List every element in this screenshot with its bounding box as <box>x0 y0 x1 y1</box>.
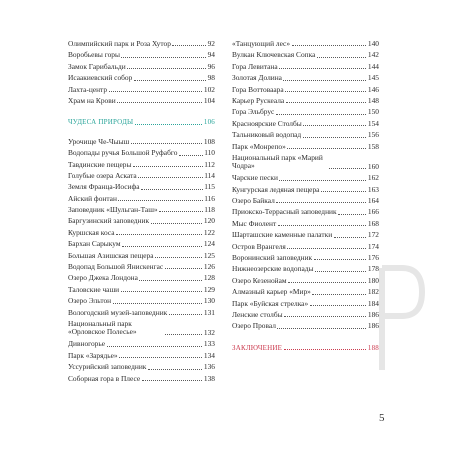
toc-entry-page: 186 <box>367 309 379 319</box>
toc-entry-page: 188 <box>367 343 379 352</box>
toc-entry <box>232 300 379 308</box>
toc-entry <box>232 154 379 171</box>
dot-leader <box>172 45 206 46</box>
toc-entry-title: Дивногорье <box>68 339 106 349</box>
toc-entry <box>232 143 379 151</box>
dot-leader <box>139 280 202 281</box>
dot-leader <box>151 223 203 224</box>
toc-entry <box>68 86 215 94</box>
toc-entry-page: 184 <box>367 298 379 308</box>
toc-entry <box>68 149 215 157</box>
dot-leader <box>165 268 203 269</box>
dot-leader <box>109 91 203 92</box>
dot-leader <box>107 346 203 347</box>
toc-entry <box>232 322 379 330</box>
toc-entry-page: 162 <box>367 173 379 183</box>
dot-leader <box>116 234 202 235</box>
toc-entry <box>68 352 215 360</box>
toc-entry-title: «Танцующий лес» <box>232 39 291 48</box>
dot-leader <box>303 125 366 126</box>
toc-entry <box>232 197 379 205</box>
toc-entry-page: 131 <box>203 307 215 317</box>
toc-entry <box>68 217 215 225</box>
toc-entry <box>232 51 379 59</box>
dot-leader <box>141 189 203 190</box>
toc-entry <box>68 97 215 105</box>
toc-entry-title: Ленские столбы <box>232 309 283 319</box>
dot-leader <box>315 271 366 272</box>
toc-entry <box>68 195 215 203</box>
toc-entry-page: 102 <box>203 84 215 94</box>
dot-leader <box>279 180 366 181</box>
toc-entry-title: Вулкан Ключевская Сопка <box>232 50 316 60</box>
toc-entry-title: Земля Франца-Иосифа <box>68 182 140 192</box>
toc-entry <box>232 243 379 251</box>
toc-entry-page: 94 <box>207 50 215 60</box>
toc-entry <box>68 63 215 71</box>
toc-entry-title: Урочище Че-Чыыш <box>68 136 130 146</box>
toc-entry <box>232 86 379 94</box>
toc-entry <box>68 286 215 294</box>
toc-entry-page: 178 <box>367 264 379 274</box>
toc-left-column <box>68 40 215 386</box>
toc-entry-page: 134 <box>203 350 215 360</box>
toc-entry-page: 98 <box>207 73 215 83</box>
dot-leader <box>278 225 367 226</box>
dot-leader <box>303 137 367 138</box>
dot-leader <box>277 328 366 329</box>
toc-entry-page: 160 <box>367 161 379 171</box>
dot-leader <box>310 305 367 306</box>
toc-entry-title: Лахта-центр <box>68 84 108 94</box>
toc-entry-title: Таловские чаши <box>68 284 120 294</box>
toc-entry <box>232 265 379 273</box>
dot-leader <box>155 257 202 258</box>
toc-entry-title: Водопады ручья Большой Руфабго <box>68 148 178 158</box>
toc-entry-page: 138 <box>203 373 215 383</box>
toc-entry-title: Озеро Байкал <box>232 196 275 206</box>
toc-entry-title: Остров Врангеля <box>232 241 286 251</box>
dot-leader <box>118 200 202 201</box>
toc-entry-page: 146 <box>367 84 379 94</box>
toc-entry-title: Олимпийский парк и Роза Хутор <box>68 39 171 48</box>
toc-entry-title: Тавдинские пещеры <box>68 159 132 169</box>
toc-entry <box>232 311 379 319</box>
toc-entry-title: Воробьевы горы <box>68 50 120 60</box>
dot-leader <box>276 202 366 203</box>
dot-leader <box>329 168 367 169</box>
toc-entry-page: 118 <box>204 205 215 215</box>
toc-entry-page: 163 <box>367 184 379 194</box>
dot-leader <box>169 314 203 315</box>
toc-entry-title: Тальниковый водопад <box>232 130 302 140</box>
toc-entry <box>68 363 215 371</box>
toc-entry <box>232 288 379 296</box>
toc-entry-title: Замок Гарибальди <box>68 61 126 71</box>
toc-entry <box>68 206 215 214</box>
toc-entry-title: Парк «Монрепо» <box>232 141 286 151</box>
spacer <box>232 334 379 344</box>
dot-leader <box>287 148 366 149</box>
toc-entry-page: 124 <box>203 239 215 249</box>
toc-entry-title: Большая Азишская пещера <box>68 250 154 260</box>
dot-leader <box>142 380 203 381</box>
toc-entry <box>68 51 215 59</box>
toc-entry-title: Гора Эльбрус <box>232 107 275 117</box>
dot-leader <box>121 57 206 58</box>
toc-entry-title: ЧУДЕСА ПРИРОДЫ <box>68 118 134 127</box>
toc-entry-title: Мыс Фиолент <box>232 218 277 228</box>
dot-leader <box>279 68 366 69</box>
dot-leader <box>159 211 203 212</box>
toc-entry-page: 132 <box>203 327 215 337</box>
dot-leader <box>292 45 367 46</box>
toc-entry <box>232 231 379 239</box>
dot-leader <box>286 102 367 103</box>
toc-entry <box>68 138 215 146</box>
toc-entry-page: 129 <box>203 284 215 294</box>
toc-entry <box>232 254 379 262</box>
dot-leader <box>135 124 203 125</box>
dot-leader <box>283 80 366 81</box>
toc-entry-title: Храм на Крови <box>68 95 116 105</box>
toc-entry-page: 112 <box>204 159 215 169</box>
toc-entry-page: 92 <box>207 39 215 48</box>
toc-entry-title: Национальный парк «Марий Чодра» <box>232 152 323 171</box>
toc-entry <box>232 74 379 82</box>
toc-entry-page: 168 <box>367 218 379 228</box>
toc-entry-title: Заповедник «Шульган-Таш» <box>68 205 158 215</box>
toc-entry-title: Гора Воттоваара <box>232 84 284 94</box>
dot-leader <box>113 303 203 304</box>
toc-entry <box>232 174 379 182</box>
dot-leader <box>338 214 366 215</box>
dot-leader <box>314 259 367 260</box>
toc-entry-title: Уссурийский заповедник <box>68 362 147 372</box>
toc-entry-title: Шарташские каменные палатки <box>232 230 333 240</box>
toc-entry-page: 126 <box>203 262 215 272</box>
toc-entry <box>68 263 215 271</box>
toc-entry <box>232 63 379 71</box>
toc-entry-page: 128 <box>203 273 215 283</box>
toc-entry <box>68 172 215 180</box>
toc-entry-page: 108 <box>203 136 215 146</box>
dot-leader <box>276 114 367 115</box>
toc-entry-page: 164 <box>367 196 379 206</box>
dot-leader <box>117 102 202 103</box>
toc-entry <box>232 120 379 128</box>
toc-entry-title: Баргузинский заповедник <box>68 216 150 226</box>
toc-entry-page: 180 <box>367 275 379 285</box>
toc-entry <box>232 108 379 116</box>
toc-entry-title: Карьер Рускеала <box>232 95 285 105</box>
toc-entry <box>232 220 379 228</box>
toc-entry-title: Озеро Эльтон <box>68 296 112 306</box>
toc-entry <box>232 40 379 48</box>
toc-entry-title: Гора Левитана <box>232 61 278 71</box>
toc-entry-page: 116 <box>204 193 215 203</box>
toc-entry-title: Озеро Джека Лондона <box>68 273 138 283</box>
toc-entry <box>232 97 379 105</box>
spacer <box>68 108 215 118</box>
toc-entry-page: 158 <box>367 141 379 151</box>
dot-leader <box>284 349 367 350</box>
toc-entry-title: Водопад Большой Янискенгас <box>68 262 164 272</box>
toc-entry-page: 156 <box>367 130 379 140</box>
toc-entry-page: 133 <box>203 339 215 349</box>
toc-entry-page: 166 <box>367 207 379 217</box>
toc-entry-page: 145 <box>367 73 379 83</box>
toc-entry-title: Парк «Буйская стрелка» <box>232 298 309 308</box>
toc-entry <box>68 183 215 191</box>
dot-leader <box>179 155 203 156</box>
toc-entry-title: Воронинский заповедник <box>232 253 313 263</box>
toc-entry <box>232 208 379 216</box>
toc-entry-page: 104 <box>203 95 215 105</box>
toc-entry-page: 122 <box>203 227 215 237</box>
toc-entry-page: 150 <box>367 107 379 117</box>
toc-entry-title: Озеро Кезенойам <box>232 275 287 285</box>
toc-entry-page: 114 <box>204 170 215 180</box>
dot-leader <box>148 369 203 370</box>
dot-leader <box>285 91 366 92</box>
dot-leader <box>131 143 203 144</box>
toc-entry <box>68 229 215 237</box>
toc-entry-title: Чарские пески <box>232 173 278 183</box>
toc-entry-title: Вологодский музей-заповедник <box>68 307 168 317</box>
toc-entry-page: 110 <box>204 148 215 158</box>
toc-entry <box>68 240 215 248</box>
dot-leader <box>134 80 206 81</box>
toc-right-column <box>232 40 379 355</box>
toc-entry-page: 106 <box>203 118 215 127</box>
dot-leader <box>284 316 366 317</box>
toc-section-heading <box>68 118 215 126</box>
toc-conclusion-heading <box>232 344 379 352</box>
toc-entry-page: 172 <box>367 230 379 240</box>
toc-entry-title: Приокско-Террасный заповедник <box>232 207 337 217</box>
toc-entry <box>68 340 215 348</box>
toc-entry-title: Исаакиевский собор <box>68 73 133 83</box>
toc-entry-page: 115 <box>204 182 215 192</box>
page-number: 5 <box>379 412 385 424</box>
toc-entry-page: 186 <box>367 321 379 331</box>
toc-entry-title: Золотая Долина <box>232 73 282 83</box>
toc-entry-page: 125 <box>203 250 215 260</box>
toc-entry <box>68 274 215 282</box>
toc-entry-title: Бархан Сарыкум <box>68 239 121 249</box>
toc-entry-page: 140 <box>367 39 379 48</box>
dot-leader <box>312 294 366 295</box>
toc-entry-page: 130 <box>203 296 215 306</box>
dot-leader <box>321 191 366 192</box>
toc-entry <box>68 74 215 82</box>
toc-entry-title: Алмазный карьер «Мир» <box>232 287 311 297</box>
toc-entry <box>68 297 215 305</box>
dot-leader <box>287 248 366 249</box>
toc-entry-page: 182 <box>367 287 379 297</box>
toc-entry-title: ЗАКЛЮЧЕНИЕ <box>232 343 283 352</box>
toc-entry <box>68 40 215 48</box>
dot-leader <box>122 246 202 247</box>
dot-leader <box>334 237 367 238</box>
dot-leader <box>288 282 366 283</box>
toc-entry <box>232 131 379 139</box>
dot-leader <box>133 166 203 167</box>
dot-leader <box>121 291 203 292</box>
toc-entry <box>68 320 215 337</box>
toc-entry-title: Нижнеозерские водопады <box>232 264 314 274</box>
dot-leader <box>165 334 203 335</box>
toc-entry <box>68 252 215 260</box>
toc-entry-page: 96 <box>207 61 215 71</box>
toc-entry <box>232 277 379 285</box>
toc-entry-page: 142 <box>367 50 379 60</box>
toc-entry-page: 148 <box>367 95 379 105</box>
dot-leader <box>119 357 202 358</box>
toc-entry-title: Парк «Зарядье» <box>68 350 118 360</box>
toc-entry-page: 136 <box>203 362 215 372</box>
toc-entry-title: Айский фонтан <box>68 193 117 203</box>
toc-entry-title: Красноярские Столбы <box>232 118 302 128</box>
toc-entry-page: 144 <box>367 61 379 71</box>
toc-entry-title: Кунгурская ледяная пещера <box>232 184 320 194</box>
dot-leader <box>127 68 206 69</box>
toc-entry <box>68 161 215 169</box>
toc-entry-title: Куршская коса <box>68 227 115 237</box>
toc-entry <box>68 309 215 317</box>
toc-entry-title: Национальный парк «Орловское Полесье» <box>68 318 137 337</box>
toc-entry-page: 154 <box>367 118 379 128</box>
toc-entry-page: 174 <box>367 241 379 251</box>
toc-entry-page: 176 <box>367 253 379 263</box>
toc-entry-page: 120 <box>203 216 215 226</box>
toc-entry-title: Озеро Провал <box>232 321 276 331</box>
dot-leader <box>317 57 367 58</box>
toc-entry <box>232 186 379 194</box>
dot-leader <box>138 177 203 178</box>
toc-entry <box>68 375 215 383</box>
toc-entry-title: Соборная гора в Плесе <box>68 373 141 383</box>
toc-entry-title: Голубые озера Аската <box>68 170 137 180</box>
